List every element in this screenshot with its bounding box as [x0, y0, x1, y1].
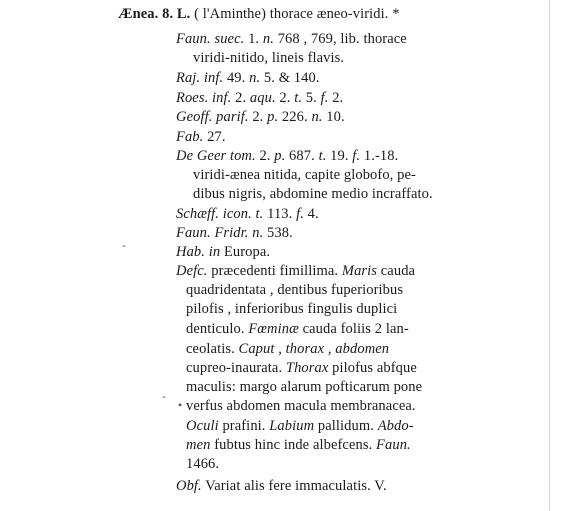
entry-heading: Ænea. 8. L.: [118, 6, 191, 22]
citation-abbrev: t.: [318, 148, 327, 164]
text-run: 2.: [255, 148, 275, 164]
text-run: cupreo-inaurata.: [186, 360, 286, 376]
citation-abbrev: n.: [252, 225, 264, 241]
citation-abbrev: t.: [294, 90, 303, 106]
text-run-italic: Faun.: [376, 437, 411, 453]
text-line: [193, 49, 344, 68]
text-line: [186, 281, 403, 300]
text-run: 5.: [302, 90, 321, 106]
text-line: [176, 108, 345, 127]
text-run: 538.: [263, 225, 293, 241]
text-run: viridi-nitido, lineis flavis.: [193, 50, 345, 66]
citation-source: Raj. inf.: [176, 70, 224, 86]
text-run: 226.: [278, 109, 312, 125]
text-line: [186, 300, 397, 319]
citation-source: Schæff. icon.: [176, 206, 252, 222]
text-run: pilofus abfque: [328, 360, 417, 376]
text-run: Europa.: [220, 244, 271, 260]
citation-abbrev: p.: [267, 109, 279, 125]
text-run: 2.: [275, 90, 295, 106]
citation-source: Faun. Fridr.: [176, 225, 249, 241]
text-run: Variat alis fere immaculatis. V.: [201, 478, 387, 494]
citation-abbrev: t.: [255, 206, 264, 222]
text-line: [176, 477, 387, 496]
margin-dot-mark: •: [178, 398, 183, 412]
description-label: Defc.: [176, 263, 208, 279]
habitat-label: Hab.: [176, 244, 205, 260]
text-run: viridi-ænea nitida, capite globofo, pe-: [193, 167, 416, 183]
citation-abbrev: f.: [320, 90, 329, 106]
text-run: 1466.: [186, 456, 220, 472]
text-run: 19.: [326, 148, 353, 164]
text-line: [186, 378, 422, 397]
citation-abbrev: n.: [311, 109, 323, 125]
text-run: cauda: [377, 263, 416, 279]
text-run: præcedenti fimillima.: [207, 263, 342, 279]
citation-source: Faun. suec.: [176, 31, 245, 47]
text-run-italic: Maris: [341, 263, 378, 279]
text-run-italic: Fœminæ: [248, 321, 299, 337]
citation-source: Roes. inf.: [176, 90, 232, 106]
text-run: denticulo.: [186, 321, 249, 337]
text-run: 2.: [231, 90, 250, 106]
text-line: [118, 5, 400, 24]
text-line: [186, 455, 219, 474]
text-run-italic: Labium: [269, 418, 315, 434]
text-run: pilofis , inferioribus fingulis duplici: [186, 301, 398, 317]
text-line: [176, 262, 415, 281]
text-run: 2.: [328, 90, 344, 106]
text-run: maculis: margo alarum pofticarum pone: [186, 379, 423, 395]
text-run: 2.: [248, 109, 268, 125]
text-run: 687.: [285, 148, 319, 164]
text-line: [176, 89, 343, 108]
text-line: [176, 128, 226, 147]
text-line: [186, 397, 416, 416]
margin-dash-mark: -: [162, 389, 166, 403]
text-run: dibus nigris, abdomine medio incraffato.: [193, 186, 433, 202]
text-line: [186, 359, 417, 378]
text-line: [186, 320, 409, 339]
text-run-italic: Caput , thorax , abdomen: [238, 341, 390, 357]
text-run: 5. & 140.: [260, 70, 320, 86]
text-run: 10.: [322, 109, 345, 125]
text-run: 4.: [303, 206, 319, 222]
text-line: [186, 340, 389, 359]
text-run: 1.: [244, 31, 263, 47]
text-run-italic: Oculi: [186, 418, 219, 434]
text-line: [176, 69, 320, 88]
text-run: 768 , 769, lib. thorace: [273, 31, 407, 47]
text-line: [176, 224, 293, 243]
text-run: 113.: [263, 206, 297, 222]
text-run-italic: in: [208, 244, 221, 260]
text-run: fubtus hinc inde albefcens.: [210, 437, 377, 453]
citation-abbrev: n.: [262, 31, 274, 47]
text-run-italic: Abdo-: [377, 418, 414, 434]
text-line: [176, 205, 319, 224]
page-edge-line: [549, 0, 550, 511]
text-run-italic: men: [186, 437, 211, 453]
citation-abbrev: f.: [352, 148, 361, 164]
citation-abbrev: n.: [249, 70, 261, 86]
text-line: [176, 30, 407, 49]
citation-source: Geoff. parif.: [176, 109, 249, 125]
citation-abbrev: f.: [296, 206, 304, 222]
observation-label: Obf.: [176, 478, 202, 494]
citation-abbrev: p.: [274, 148, 286, 164]
text-run: ceolatis.: [186, 341, 239, 357]
text-line: [193, 185, 433, 204]
text-run: 49.: [223, 70, 250, 86]
text-run: pallidum.: [314, 418, 378, 434]
text-line: [186, 417, 414, 436]
text-line: [176, 147, 398, 166]
text-run: prafini.: [218, 418, 270, 434]
text-run: quadridentata , dentibus fuperioribus: [186, 282, 404, 298]
text-line: [186, 436, 411, 455]
citation-source: Fab.: [176, 129, 204, 145]
text-run: 27.: [203, 129, 226, 145]
citation-source: De Geer tom.: [176, 148, 256, 164]
text-run: 1.-18.: [360, 148, 399, 164]
text-run: ( l'Aminthe) thorace æneo-viridi. *: [190, 6, 400, 22]
text-line: [176, 243, 270, 262]
text-run: verfus abdomen macula membranacea.: [186, 398, 416, 414]
citation-abbrev: aqu.: [249, 90, 276, 106]
text-run-italic: Thorax: [285, 360, 329, 376]
text-line: [193, 166, 416, 185]
text-run: cauda foliis 2 lan-: [298, 321, 409, 337]
margin-dash-mark: -: [122, 238, 126, 252]
